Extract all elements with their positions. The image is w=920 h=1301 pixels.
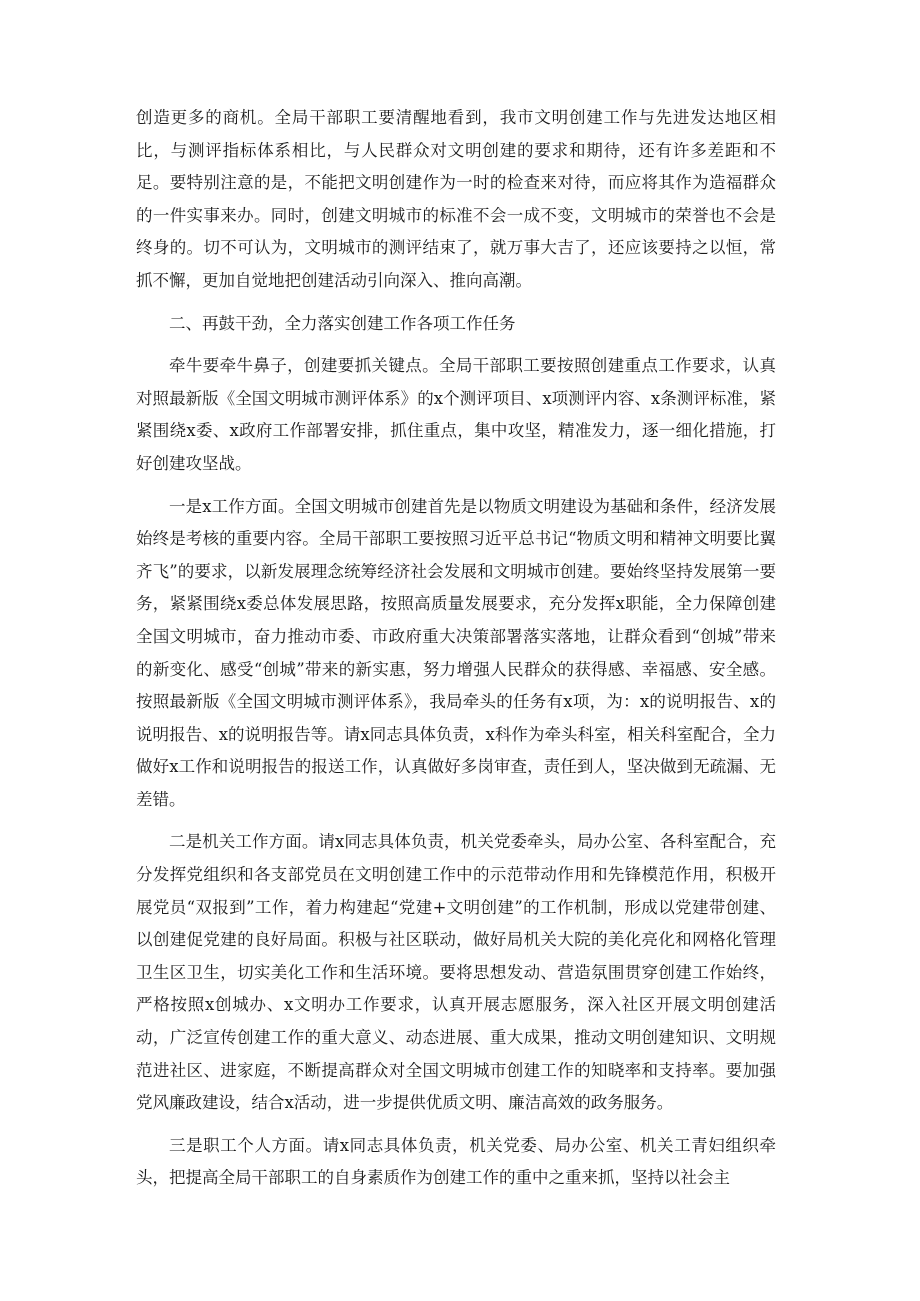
paragraph-staff-personal: 三是职工个人方面。请x同志具体负责，机关党委、局办公室、机关工青妇组织牵头，把提高全局干部职工的自身素质作为创建工作的重中之重来抓，坚持以社会主 <box>136 1135 776 1188</box>
section-heading-2: 二、再鼓干劲，全力落实创建工作各项工作任务 <box>169 313 516 333</box>
paragraph-work-aspect: 一是x工作方面。全国文明城市创建首先是以物质文明建设为基础和条件，经济发展始终是考核的重要内容。全局干部职工要按照习近平总书记“物质文明和精神文明要比翼齐飞”的要求，以新发展理念统筹经济社会发展和文明城市创建。要始终坚持发展第一要务，紧紧围绕x委总体发展思路，按照高质量发展要求，充分发挥x职能，全力保障创建全国文明城市，奋力推动市委、市政府重大决策部署落实落地，让群众看到“创城”带来的新变化、感受“创城”带来的新实惠，努力增强人民群众的获得感、幸福感、安全感。按照最新版《全国文明城市测评体系》，我局牵头的任务有x项，为：x的说明报告、x的说明报告、x的说明报告等。请x同志具体负责，x科作为牵头科室，相关科室配合，全力做好x工作和说明报告的报送工作，认真做好多岗审查，责任到人，坚决做到无疏漏、无差错。 <box>136 496 776 809</box>
paragraph-key-points: 牵牛要牵牛鼻子，创建要抓关键点。全局干部职工要按照创建重点工作要求，认真对照最新版《全国文明城市测评体系》的x个测评项目、x项测评内容、x条测评标准，紧紧围绕x委、x政府工作部署安排，抓住重点，集中攻坚，精准发力，逐一细化措施，打好创建攻坚战。 <box>136 356 776 473</box>
document-page <box>136 102 776 1205</box>
paragraph-organ-work: 二是机关工作方面。请x同志具体负责，机关党委牵头，局办公室、各科室配合，充分发挥党组织和各支部党员在文明创建工作中的示范带动作用和先锋模范作用，积极开展党员“双报到”工作，着力构建起“党建+文明创建”的工作机制，形成以党建带创建、以创建促党建的良好局面。积极与社区联动，做好局机关大院的美化亮化和网格化管理卫生区卫生，切实美化工作和生活环境。要将思想发动、营造氛围贯穿创建工作始终，严格按照x创城办、x文明办工作要求，认真开展志愿服务，深入社区开展文明创建活动，广泛宣传创建工作的重大意义、动态进展、重大成果，推动文明创建知识、文明规范进社区、进家庭，不断提高群众对全国文明城市创建工作的知晓率和支持率。要加强党风廉政建设，结合x活动，进一步提供优质文明、廉洁高效的政务服务。 <box>136 832 776 1113</box>
paragraph-intro-continuation: 创造更多的商机。全局干部职工要清醒地看到，我市文明创建工作与先进发达地区相比，与测评指标体系相比，与人民群众对文明创建的要求和期待，还有许多差距和不足。要特别注意的是，不能把文明创建作为一时的检查来对待，而应将其作为造福群众的一件实事来办。同时，创建文明城市的标准不会一成不变，文明城市的荣誉也不会是终身的。切不可认为，文明城市的测评结束了，就万事大吉了，还应该要持之以恒，常抓不懈，更加自觉地把创建活动引向深入、推向高潮。 <box>136 108 776 290</box>
